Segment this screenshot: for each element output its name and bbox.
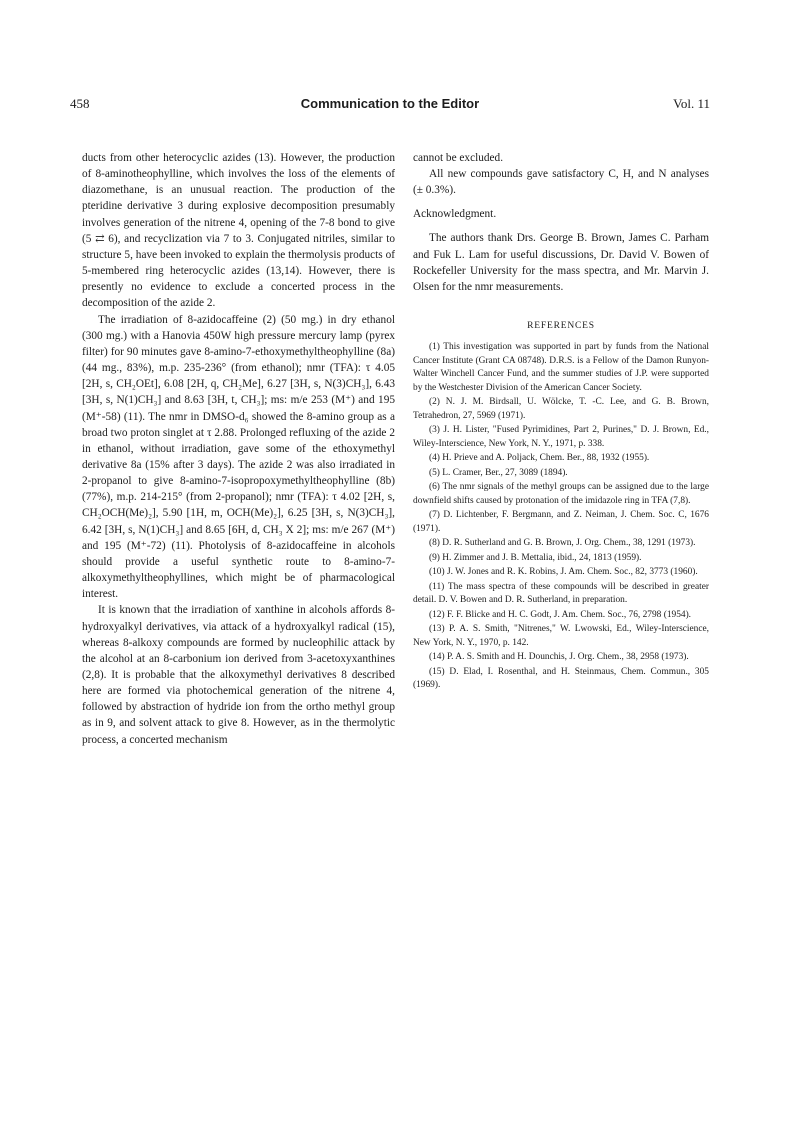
reference-item: (3) J. H. Lister, "Fused Pyrimidines, Part 2, Purines," D. J. Brown, Ed., Wiley-Interscience, New York, N. Y., 1971, p. 338. bbox=[413, 425, 709, 449]
body-paragraph: It is known that the irradiation of xanthine in alcohols affords 8-hydroxyalkyl derivatives, via attack of a hydroxyalkyl radical (15), whereas 8-alkoxy compounds are formed by nucleophilic attack by the alcohol at an 8-carbonium ion derived from 3-acetoxyxanthines (2,8). It is probable that the alkoxymethyl derivatives 8 described here are formed via photochemical generation of the nitrene 4, followed by abstraction of hydride ion from the ortho methyl group as in 9, and solvent attack to give 8. However, as in the thermolytic process, a concerted mechanism bbox=[82, 604, 395, 746]
reference-item: (15) D. Elad, I. Rosenthal, and H. Steinmaus, Chem. Commun., 305 (1969). bbox=[413, 666, 709, 691]
reference-item: (4) H. Prieve and A. Poljack, Chem. Ber., 88, 1932 (1955). bbox=[429, 453, 650, 464]
page-number: 458 bbox=[70, 96, 90, 111]
reference-item: (7) D. Lichtenber, F. Bergmann, and Z. Neiman, J. Chem. Soc. C, 1676 (1971). bbox=[413, 510, 709, 534]
acknowledgment-text: The authors thank Drs. George B. Brown, James C. Parham and Fuk L. Lam for useful discussions, Dr. David V. Bowen of Rockefeller University for the mass spectra, and Mr. Marvin J. Olsen for the nmr measurements. bbox=[413, 232, 709, 293]
reference-item: (8) D. R. Sutherland and G. B. Brown, J. Org. Chem., 38, 1291 (1973). bbox=[429, 538, 696, 549]
reference-item: (6) The nmr signals of the methyl groups can be assigned due to the large downfield shifts caused by protonation of the imidazole ring in TFA (7,8). bbox=[413, 482, 709, 506]
reference-item: (11) The mass spectra of these compounds will be described in greater detail. D. V. Bowen and D. R. Sutherland, in preparation. bbox=[413, 581, 709, 606]
body-paragraph: The irradiation of 8-azidocaffeine (2) (50 mg.) in dry ethanol (300 mg.) with a Hanovia 450W high pressure mercury lamp (pyrex filter) for 90 minutes gave 8-amino-7-ethoxymethyltheophylline (8a) (44 mg., 83%), m.p. 235-236° (from ethanol); nmr (TFA): τ 4.05 [2H, s, CH₂OEt], 6.08 [2H, q, CH₂Me], 6.27 [3H, s, N(3)CH₃], 6.43 [3H, s, N(1)CH₃] and 8.63 [3H, t, CH₃]; ms: m/e 253 (M⁺) and 195 (M⁺-58) (11). The nmr in DMSO-d₆ showed the 8-amino group as a broad two proton singlet at τ 2.88. Prolonged refluxing of the azide 2 in ethanol, without irradiation, gave some of the ethoxymethyl derivative 8a (15% after 3 days). The azide 2 was also irradiated in 2-propanol to give 8-amino-7-isopropoxymethyltheophylline (8b) (77%), m.p. 214-215° (from 2-propanol); nmr (TFA): τ 4.02 [2H, s, CH₂OCH(Me)₂], 5.90 [1H, m, OCH(Me)₂], 6.25 [3H, s, N(3)CH₃], 6.42 [3H, s, N(1)CH₃] and 8.65 [6H, d, CH₃ X 2]; ms: m/e 267 (M⁺) and 195 (M⁺-72) (11). Photolysis of 8-azidocaffeine in alcohols should provide a useful synthetic route to 8-amino-7-alkoxymethyltheophyllines, which might be of pharmacological interest. bbox=[82, 313, 395, 601]
running-head bbox=[70, 96, 710, 116]
reference-item: (14) P. A. S. Smith and H. Dounchis, J. Org. Chem., 38, 2958 (1973). bbox=[429, 652, 689, 663]
acknowledgment-heading: Acknowledgment. bbox=[413, 208, 497, 221]
reference-item: (2) N. J. M. Birdsall, U. Wölcke, T. -C. Lee, and G. B. Brown, Tetrahedron, 27, 5969 (1971). bbox=[413, 397, 709, 421]
reference-item: (9) H. Zimmer and J. B. Mettalia, ibid., 24, 1813 (1959). bbox=[429, 552, 642, 563]
body-paragraph: cannot be excluded. bbox=[413, 152, 504, 164]
reference-item: (5) L. Cramer, Ber., 27, 3089 (1894). bbox=[429, 467, 568, 478]
reference-item: (1) This investigation was supported in part by funds from the National Cancer Institute (Grant CA 08748). D.R.S. is a Fellow of the Damon Runyon-Walter Winchell Cancer Fund, and the summer studies of J.P. were supported by the Westchester Division of the American Cancer Society. bbox=[413, 342, 709, 393]
reference-item: (12) F. F. Blicke and H. C. Godt, J. Am. Chem. Soc., 76, 2798 (1954). bbox=[429, 609, 692, 620]
volume-label: Vol. 11 bbox=[673, 96, 710, 111]
reference-item: (10) J. W. Jones and R. K. Robins, J. Am. Chem. Soc., 82, 3773 (1960). bbox=[429, 567, 698, 578]
journal-section-title: Communication to the Editor bbox=[300, 96, 480, 111]
right-column bbox=[413, 150, 709, 694]
body-paragraph: ducts from other heterocyclic azides (13). However, the production of 8-aminotheophylline, which involves the loss of the elements of diazomethane, is an unusual reaction. The production of the pteridine derivative 3 during explosive decomposition presumably involves generation of the nitrene 4, opening of the 7-8 bond to give (5 ⇄ 6), and recyclization via 7 to 3. Conjugated nitriles, similar to structure 5, have been invoked to explain the thermolysis products of 5-membered ring heterocyclic azides (13,14). However, there is presently no evidence to exclude a concerted process in the decomposition of the azide 2. bbox=[82, 152, 395, 310]
body-paragraph: All new compounds gave satisfactory C, H, and N analyses (± 0.3%). bbox=[413, 168, 709, 197]
left-column bbox=[82, 150, 395, 748]
reference-list bbox=[413, 341, 709, 693]
references-heading: REFERENCES bbox=[527, 321, 595, 332]
reference-item: (13) P. A. S. Smith, "Nitrenes," W. Lwowski, Ed., Wiley-Interscience, New York, N. Y., 1970, p. 142. bbox=[413, 624, 709, 648]
